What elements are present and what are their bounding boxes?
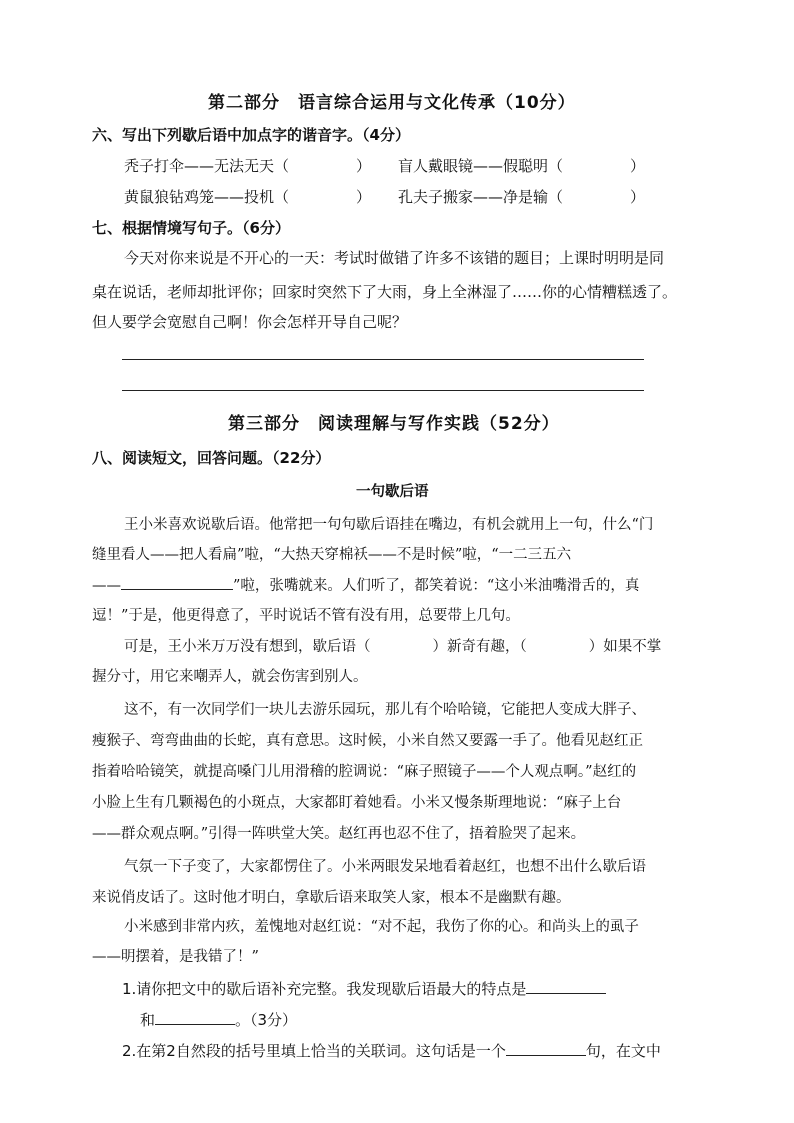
- q6-item-close: ）: [630, 157, 646, 175]
- q6-item-close: ）: [356, 188, 372, 206]
- question-text: 2.在第2自然段的括号里填上恰当的关联词。这句话是一个: [122, 1042, 506, 1060]
- question-2: [122, 1040, 661, 1061]
- passage-text: ）新奇有趣，（: [432, 639, 527, 655]
- question-1-cont: [140, 1009, 297, 1030]
- passage-text: ”啦，张嘴就来。人们听了，都笑着说：“这小米油嘴滑舌的，真: [233, 578, 640, 594]
- fill-blank[interactable]: [121, 575, 233, 590]
- passage-line: 瘦猴子、弯弯曲曲的长蛇，真有意思。这时候，小米自然又要露一手了。他看见赵红正: [92, 733, 643, 749]
- passage-line: ——群众观点啊。”引得一阵哄堂大笑。赵红再也忍不住了，捂着脸哭了起来。: [92, 826, 586, 842]
- passage-line: 缝里看人——把人看扁”啦，“大热天穿棉袄——不是时候”啦，“一二三五六: [92, 547, 572, 563]
- question-text: 和: [140, 1011, 156, 1029]
- passage-line: 握分寸，用它来嘲弄人，就会伤害到别人。: [92, 669, 368, 685]
- q6-item-text: 黄鼠狼钻鸡笼——投机（: [124, 188, 290, 206]
- answer-line[interactable]: [122, 390, 644, 391]
- question-text: 1.请你把文中的歇后语补充完整。我发现歇后语最大的特点是: [122, 980, 527, 998]
- q6-item: [124, 155, 372, 176]
- passage-line: 来说俏皮话了。这时他才明白，拿歇后语来取笑人家，根本不是幽默有趣。: [92, 890, 571, 906]
- passage-line: ——明摆着，是我错了！”: [92, 949, 259, 965]
- q6-heading: 六、写出下列歇后语中加点字的谐音字。（4分）: [92, 126, 410, 144]
- question-1: [122, 978, 606, 999]
- passage-line: [124, 635, 661, 656]
- passage-line: [92, 574, 639, 595]
- q7-line: 桌在说话，老师却批评你；回家时突然下了大雨，身上全淋湿了……你的心情糟糕透了。: [92, 283, 678, 301]
- part3-title: 第三部分 阅读理解与写作实践（52分）: [228, 414, 560, 434]
- q6-item: [398, 155, 646, 176]
- passage-text: ）如果不掌: [588, 639, 662, 655]
- q6-item-text: 秃子打伞——无法无天（: [124, 157, 290, 175]
- passage-line: 王小米喜欢说歇后语。他常把一句句歇后语挂在嘴边，有机会就用上一句，什么“门: [124, 517, 654, 533]
- q6-item: [124, 186, 372, 207]
- q6-item: [398, 186, 646, 207]
- passage-title: 一句歇后语: [356, 483, 429, 500]
- q6-item-text: 孔夫子搬家——净是输（: [398, 188, 564, 206]
- passage-line: 这不，有一次同学们一块儿去游乐园玩，那儿有个哈哈镜，它能把人变成大胖子、: [124, 702, 646, 718]
- part2-title: 第二部分 语言综合运用与文化传承（10分）: [208, 93, 576, 113]
- q7-line: 今天对你来说是不开心的一天：考试时做错了许多不该错的题目；上课时明明是同: [124, 249, 665, 267]
- question-text: 。（3分）: [235, 1011, 298, 1029]
- q7-line: 但人要学会宽慰自己啊！你会怎样开导自己呢？: [92, 313, 408, 331]
- q6-item-close: ）: [356, 157, 372, 175]
- answer-blank[interactable]: [526, 979, 606, 994]
- q8-heading: 八、阅读短文，回答问题。（22分）: [92, 449, 331, 467]
- q7-heading: 七、根据情境写句子。（6分）: [92, 219, 290, 237]
- passage-line: 逗！”于是，他更得意了，平时说话不管有没有用，总要带上几句。: [92, 608, 520, 624]
- passage-text: 可是，王小米万万没有想到，歇后语（: [124, 639, 371, 655]
- passage-line: 小米感到非常内疚，羞愧地对赵红说：“对不起，我伤了你的心。和尚头上的虱子: [124, 919, 639, 935]
- passage-line: 气氛一下子变了，大家都愣住了。小米两眼发呆地看着赵红，也想不出什么歇后语: [124, 859, 646, 875]
- q6-item-text: 盲人戴眼镜——假聪明（: [398, 157, 564, 175]
- answer-line[interactable]: [122, 359, 644, 360]
- answer-blank[interactable]: [506, 1041, 586, 1056]
- q6-item-close: ）: [630, 188, 646, 206]
- question-text: 句，在文中: [585, 1042, 661, 1060]
- answer-blank[interactable]: [155, 1010, 235, 1025]
- passage-line: 小脸上生有几颗褐色的小斑点，大家都盯着她看。小米又慢条斯理地说：“麻子上台: [92, 795, 622, 811]
- dash-text: ——: [92, 578, 121, 594]
- passage-line: 指着哈哈镜笑，就提高嗓门儿用滑稽的腔调说：“麻子照镜子——个人观点啊。”赵红的: [92, 764, 637, 780]
